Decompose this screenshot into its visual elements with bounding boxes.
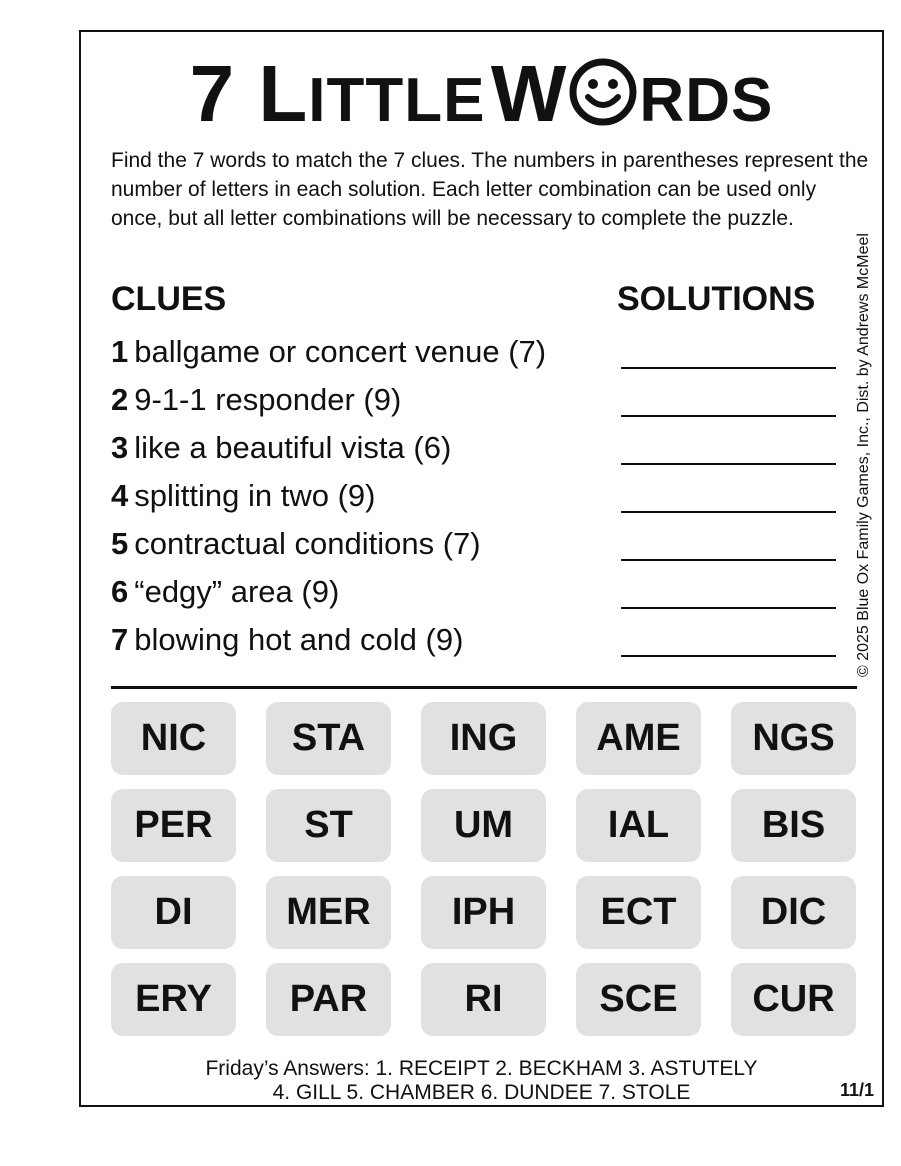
clue-number: 4 — [111, 478, 129, 513]
solution-blank[interactable] — [621, 415, 836, 417]
solution-blank[interactable] — [621, 367, 836, 369]
letter-tile[interactable]: DI — [111, 876, 236, 949]
letter-tile[interactable]: MER — [266, 876, 391, 949]
clue-number: 2 — [111, 382, 129, 417]
puzzle-frame — [79, 30, 884, 1107]
letter-tile[interactable]: IAL — [576, 789, 701, 862]
clue-text: splitting in two (9) — [134, 478, 376, 513]
clue-text: ballgame or concert venue (7) — [134, 334, 547, 369]
letter-tile[interactable]: CUR — [731, 963, 856, 1036]
title-part-2: ITTLE — [308, 66, 486, 135]
solution-blank[interactable] — [621, 511, 836, 513]
letter-tile[interactable]: STA — [266, 702, 391, 775]
clue-text: blowing hot and cold (9) — [134, 622, 464, 657]
clue-item — [111, 428, 846, 476]
letter-tile[interactable]: SCE — [576, 963, 701, 1036]
letter-tile[interactable]: ING — [421, 702, 546, 775]
letter-tile-grid — [111, 702, 859, 1036]
letter-tile[interactable]: BIS — [731, 789, 856, 862]
letter-tile[interactable]: NIC — [111, 702, 236, 775]
clue-item — [111, 572, 846, 620]
clue-item — [111, 380, 846, 428]
clue-text: “edgy” area (9) — [134, 574, 340, 609]
letter-tile[interactable]: PAR — [266, 963, 391, 1036]
instructions-text: Find the 7 words to match the 7 clues. The numbers in parentheses represent the number of letters in each solution. Each letter combination can be used only once, but all letter combinations will be necessary to complete the puzzle. — [111, 149, 869, 230]
clues-header: CLUES — [111, 280, 227, 318]
puzzle-date: 11/1 — [839, 1080, 874, 1100]
smiley-face-icon — [568, 57, 638, 127]
puzzle-title — [81, 49, 882, 138]
solution-blank[interactable] — [621, 559, 836, 561]
letter-tile[interactable]: ECT — [576, 876, 701, 949]
section-divider — [111, 686, 857, 689]
solutions-header: SOLUTIONS — [617, 280, 816, 318]
clue-list — [111, 332, 846, 668]
solution-blank[interactable] — [621, 463, 836, 465]
clue-number: 7 — [111, 622, 129, 657]
letter-tile[interactable]: PER — [111, 789, 236, 862]
clue-number: 5 — [111, 526, 129, 561]
title-part-1: 7 L — [189, 49, 309, 138]
clue-text: like a beautiful vista (6) — [134, 430, 452, 465]
clue-number: 6 — [111, 574, 129, 609]
answers-line-2: 4. GILL 5. CHAMBER 6. DUNDEE 7. STOLE — [272, 1081, 691, 1104]
solution-blank[interactable] — [621, 607, 836, 609]
letter-tile[interactable]: NGS — [731, 702, 856, 775]
clue-text: 9-1-1 responder (9) — [134, 382, 402, 417]
copyright-notice: © 2025 Blue Ox Family Games, Inc., Dist. by Andrews McMeel — [855, 233, 872, 677]
clue-item — [111, 620, 846, 668]
clue-text: contractual conditions (7) — [134, 526, 481, 561]
clue-number: 1 — [111, 334, 129, 369]
letter-tile[interactable]: UM — [421, 789, 546, 862]
answers-line-1: Friday’s Answers: 1. RECEIPT 2. BECKHAM 3. ASTUTELY — [205, 1057, 758, 1080]
letter-tile[interactable]: AME — [576, 702, 701, 775]
clue-number: 3 — [111, 430, 129, 465]
clue-item — [111, 476, 846, 524]
title-part-3: W — [490, 49, 568, 138]
clue-item — [111, 332, 846, 380]
solution-blank[interactable] — [621, 655, 836, 657]
previous-answers — [81, 1057, 882, 1105]
letter-tile[interactable]: RI — [421, 963, 546, 1036]
clue-item — [111, 524, 846, 572]
letter-tile[interactable]: ST — [266, 789, 391, 862]
letter-tile[interactable]: ERY — [111, 963, 236, 1036]
letter-tile[interactable]: IPH — [421, 876, 546, 949]
letter-tile[interactable]: DIC — [731, 876, 856, 949]
title-part-4: RDS — [639, 66, 774, 135]
